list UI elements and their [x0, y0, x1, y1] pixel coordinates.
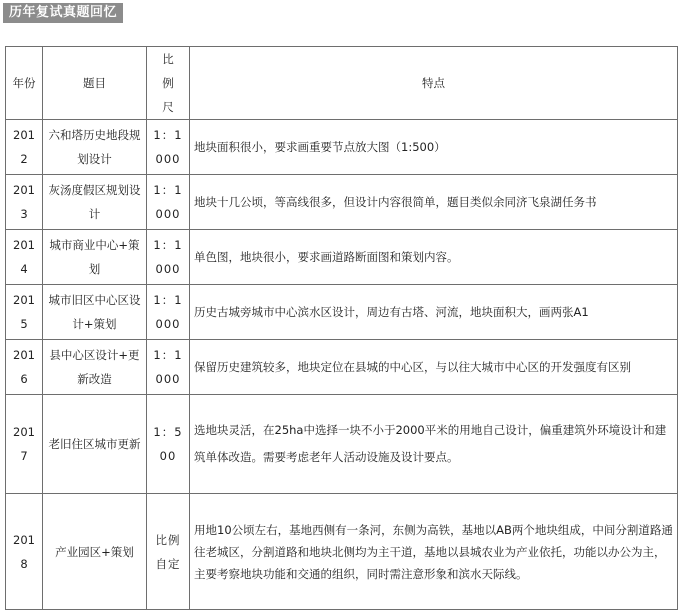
- row-features: 保留历史建筑较多，地块定位在县城的中心区，与以往大城市中心区的开发强度有区别: [190, 340, 678, 395]
- row-features: 选地块灵活，在25ha中选择一块不小于2000平米的用地自己设计，偏重建筑外环境设计和建筑单体改造。需要考虑老年人活动设施及设计要点。: [190, 395, 678, 494]
- row-features: 用地10公顷左右，基地西侧有一条河，东侧为高铁，基地以AB两个地块组成，中间分割道路通往老城区，分割道路和地块北侧均为主干道，基地以县城农业为产业依托，功能以办公为主，主要考察地块功能和交通的组织，同时需注意形象和滨水天际线。: [190, 494, 678, 610]
- row-topic: 县中心区设计+更新改造: [43, 340, 147, 395]
- row-year: 2017: [6, 395, 43, 494]
- table-row: [6, 175, 678, 230]
- row-topic: 六和塔历史地段规划设计: [43, 120, 147, 175]
- row-features: 地块十几公顷，等高线很多，但设计内容很简单，题目类似余同济飞泉湖任务书: [190, 175, 678, 230]
- header-topic: 题目: [43, 47, 147, 120]
- row-scale: 1：500: [147, 395, 190, 494]
- row-features: 历史古城旁城市中心滨水区设计，周边有古塔、河流，地块面积大，画两张A1: [190, 285, 678, 340]
- row-topic: 灰汤度假区规划设计: [43, 175, 147, 230]
- header-features: 特点: [190, 47, 678, 120]
- table-row: [6, 494, 678, 610]
- row-features: 地块面积很小，要求画重要节点放大图（1:500）: [190, 120, 678, 175]
- row-scale: 1：1000: [147, 120, 190, 175]
- row-year: 2015: [6, 285, 43, 340]
- header-scale: 比例尺: [147, 47, 190, 120]
- table-row: [6, 120, 678, 175]
- section-title: 历年复试真题回忆: [3, 3, 123, 23]
- row-year: 2012: [6, 120, 43, 175]
- row-topic: 产业园区+策划: [43, 494, 147, 610]
- row-topic: 老旧住区城市更新: [43, 395, 147, 494]
- row-year: 2013: [6, 175, 43, 230]
- header-year: 年份: [6, 47, 43, 120]
- row-scale: 1：1000: [147, 175, 190, 230]
- row-topic: 城市商业中心+策划: [43, 230, 147, 285]
- row-scale: 1：1000: [147, 340, 190, 395]
- row-scale: 比例自定: [147, 494, 190, 610]
- table-header-row: [6, 47, 678, 120]
- row-features: 单色图，地块很小，要求画道路断面图和策划内容。: [190, 230, 678, 285]
- exam-recall-table: [5, 46, 678, 610]
- row-scale: 1：1000: [147, 285, 190, 340]
- table-row: [6, 395, 678, 494]
- table-row: [6, 230, 678, 285]
- row-topic: 城市旧区中心区设计+策划: [43, 285, 147, 340]
- row-year: 2018: [6, 494, 43, 610]
- table-row: [6, 340, 678, 395]
- table-row: [6, 285, 678, 340]
- row-year: 2016: [6, 340, 43, 395]
- row-year: 2014: [6, 230, 43, 285]
- row-scale: 1：1000: [147, 230, 190, 285]
